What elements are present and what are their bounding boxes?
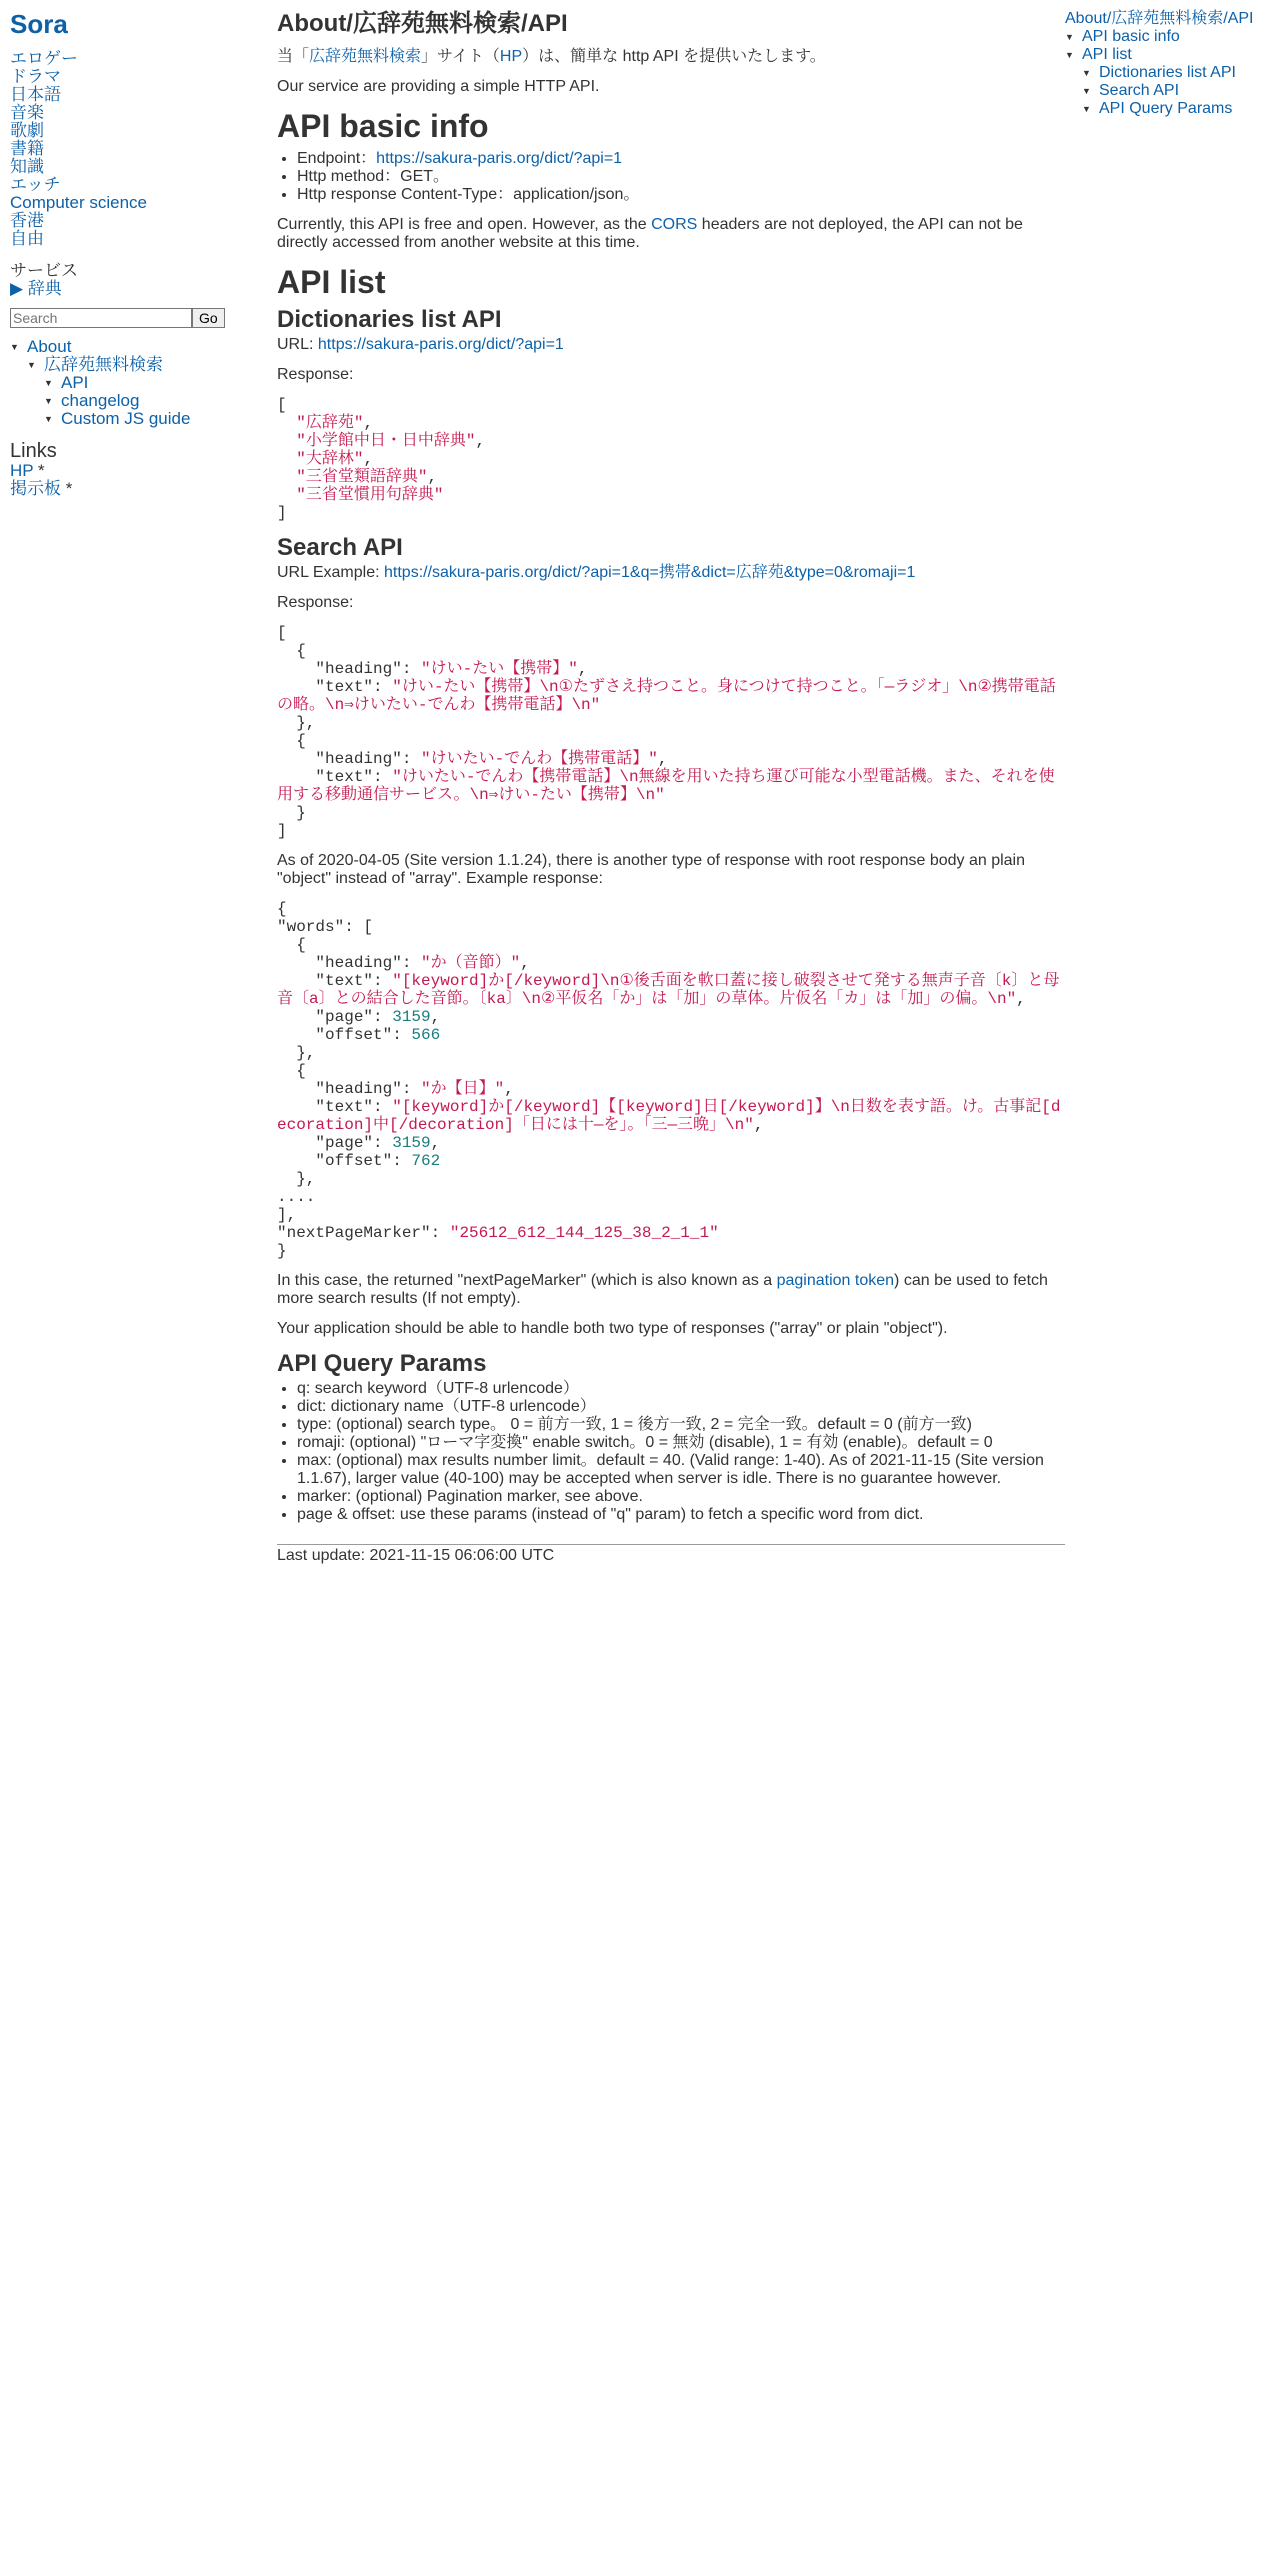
tree-link-api[interactable]: API — [61, 373, 89, 392]
handle-note: Your application should be able to handle both two type of responses ("array" or plain "object"). — [277, 1320, 948, 1337]
category-link[interactable]: 書籍 — [10, 139, 44, 158]
list-item: • dict: dictionary name（UTF-8 urlencode） — [297, 1398, 1065, 1416]
response-label: Response: — [277, 366, 354, 383]
list-item: • marker: (optional) Pagination marker, see above. — [297, 1488, 1065, 1506]
toc-link-basic-info[interactable]: API basic info — [1082, 28, 1180, 45]
category-link[interactable]: 自由 — [10, 229, 44, 248]
toc-item — [1065, 46, 1280, 118]
url-label: URL: — [277, 336, 318, 353]
cors-paragraph — [277, 216, 1065, 252]
category-link[interactable]: 知識 — [10, 157, 44, 176]
main-content — [277, 10, 1065, 1565]
cors-text: Currently, this API is free and open. However, as the — [277, 216, 652, 233]
dict-list-url-line — [277, 336, 1065, 354]
list-item: • Http method：GET。 — [297, 168, 1065, 186]
pagination-text: In this case, the returned "nextPageMarker" (which is also known as a — [277, 1272, 777, 1289]
external-mark: * — [33, 461, 45, 480]
cors-link[interactable]: CORS — [651, 216, 698, 233]
hp-link[interactable]: HP — [10, 461, 34, 480]
list-item: • page & offset: use these params (instead of "q" param) to fetch a specific word from dict. — [297, 1506, 1065, 1524]
code-string: "広辞苑" — [296, 414, 364, 432]
tree-item-changelog — [44, 392, 250, 410]
sidebar — [10, 10, 250, 498]
dict-list-heading: Dictionaries list API — [277, 306, 502, 333]
category-link[interactable]: エロゲー — [10, 49, 78, 68]
search-form — [10, 308, 250, 328]
page-footer — [277, 1544, 1065, 1565]
tree-link-about[interactable]: About — [27, 337, 72, 356]
hp-inline-link[interactable]: HP — [499, 48, 523, 65]
url-label: URL Example: — [277, 564, 384, 581]
endpoint-link[interactable]: https://sakura-paris.org/dict/?api=1 — [376, 150, 623, 167]
tree-item-koujien — [27, 356, 250, 428]
site-title-link[interactable]: Sora — [10, 9, 68, 39]
code-string: "大辞林" — [296, 450, 364, 468]
last-update: Last update: 2021-11-15 06:06:00 UTC — [277, 1547, 555, 1564]
search-go-button[interactable]: Go — [192, 308, 225, 328]
search-url-link[interactable]: https://sakura-paris.org/dict/?api=1&q=携帯&dict=広辞苑&type=0&romaji=1 — [384, 564, 916, 581]
tree-link-koujien[interactable]: 広辞苑無料検索 — [44, 355, 163, 374]
dictionary-service-link[interactable]: ▶ 辞典 — [10, 279, 62, 298]
table-of-contents — [1065, 10, 1280, 118]
intro-text: 当「 — [277, 48, 310, 65]
object-response-code: { "words": [ { "heading": "か（音節）", "text": "[keyword]か[/keyword]\n①後舌面を軟口蓋に接し破裂させて発する無声子音〔k〕と母音〔a〕との結合した音節。〔ka〕\n②平仮名「か」は「加」の草体。片仮名「カ」は「加」の偏。\n", "page": 3159, "offset": 566 }, { "heading": "か【日】", "text": "[keyword]か[/keyword]【[keyword]日[/keyword]】\n日数を表す語。け。古事記[decoration]中[/decoration]「日には十―を」。「三―三晩」\n", "page": 3159, "offset": 762 }, .... ], "nextPageMarker": "25612_612_144_125_38_2_1_1" } — [277, 900, 1061, 1260]
category-link[interactable]: 音楽 — [10, 103, 44, 122]
search-response-code: [ { "heading": "けい‐たい【携帯】", "text": "けい‐たい【携帯】\n①たずさえ持つこと。身につけて持つこと。「―ラジオ」\n②携帯電話の略。\n⇒けいたい‐でんわ【携帯電話】\n" }, { "heading": "けいたい‐でんわ【携帯電話】", "text": "けいたい‐でんわ【携帯電話】\n無線を用いた持ち運び可能な小型電話機。また、それを使用する移動通信サービス。\n⇒けい‐たい【携帯】\n" } ] — [277, 624, 1056, 840]
category-link[interactable]: エッチ — [10, 175, 61, 194]
query-params-list — [277, 1380, 1065, 1524]
category-link[interactable]: ドラマ — [10, 67, 61, 86]
list-item: • type: (optional) search type。 0 = 前方一致, 1 = 後方一致, 2 = 完全一致。default = 0 (前方一致) — [297, 1416, 1065, 1434]
bbs-link[interactable]: 掲示板 — [10, 479, 61, 498]
basic-info-list — [277, 150, 1065, 204]
pagination-paragraph — [277, 1272, 1065, 1308]
search-api-heading: Search API — [277, 534, 403, 561]
sidebar-tree — [10, 338, 250, 428]
category-list — [10, 50, 250, 248]
api-list-heading: API list — [277, 264, 386, 300]
response-label: Response: — [277, 594, 354, 611]
services-title: サービス — [10, 261, 78, 280]
toc-link-dict-list[interactable]: Dictionaries list API — [1099, 64, 1236, 81]
toc-link-search-api[interactable]: Search API — [1099, 82, 1180, 99]
search-input[interactable] — [10, 308, 192, 328]
category-link[interactable]: 歌劇 — [10, 121, 44, 140]
object-note: As of 2020-04-05 (Site version 1.1.24), there is another type of response with root response body an plain "object" instead of "array". Example response: — [277, 852, 1025, 887]
tree-item-custom-js — [44, 410, 250, 428]
toc-item — [1082, 82, 1280, 100]
pagination-text: ) can be used to fetch more search results (If not empty). — [277, 1272, 1048, 1307]
toc-link-query-params[interactable]: API Query Params — [1099, 100, 1233, 117]
pagination-token-link[interactable]: pagination token — [776, 1272, 895, 1289]
code-string: "小学館中日・日中辞典" — [296, 432, 476, 450]
toc-link-api-list[interactable]: API list — [1082, 46, 1132, 63]
intro-paragraph — [277, 48, 1065, 66]
intro-english: Our service are providing a simple HTTP API. — [277, 78, 600, 95]
list-item: • romaji: (optional) "ローマ字変換" enable switch。0 = 無効 (disable), 1 = 有効 (enable)。default = 0 — [297, 1434, 1065, 1452]
tree-link-changelog[interactable]: changelog — [61, 391, 140, 410]
tree-item-about — [10, 338, 250, 428]
toc-item — [1082, 100, 1280, 118]
query-params-heading: API Query Params — [277, 1350, 487, 1377]
dict-list-response-code: [ "広辞苑", "小学館中日・日中辞典", "大辞林", "三省堂類語辞典", "三省堂慣用句辞典" ] — [277, 396, 486, 522]
code-string: "三省堂類語辞典" — [296, 468, 428, 486]
category-link[interactable]: 香港 — [10, 211, 44, 230]
page-title: About/広辞苑無料検索/API — [277, 10, 568, 37]
external-links — [10, 462, 250, 498]
cors-text: headers are not deployed, the API can not be directly accessed from another website at this time. — [277, 216, 1023, 251]
list-item: • q: search keyword（UTF-8 urlencode） — [297, 1380, 1065, 1398]
category-link[interactable]: 日本語 — [10, 85, 61, 104]
tree-item-api — [44, 374, 250, 392]
toc-item — [1065, 28, 1280, 46]
dict-list-url-link[interactable]: https://sakura-paris.org/dict/?api=1 — [317, 336, 564, 353]
endpoint-label: Endpoint： — [297, 150, 377, 167]
intro-text: ）は、簡単な http API を提供いたします。 — [522, 48, 826, 65]
intro-text: 」サイト（ — [421, 48, 500, 65]
external-mark: * — [61, 479, 73, 498]
koujien-link[interactable]: 広辞苑無料検索 — [309, 48, 422, 65]
basic-info-heading: API basic info — [277, 108, 489, 144]
search-url-line — [277, 564, 1065, 582]
category-link[interactable]: Computer science — [10, 193, 148, 212]
links-title: Links — [10, 440, 57, 462]
toc-item — [1082, 64, 1280, 82]
code-string: "三省堂慣用句辞典" — [296, 486, 444, 504]
list-item: • max: (optional) max results number limit。default = 40. (Valid range: 1-40). As of 2021-11-15 (Site version 1.1.67), larger value (40-100) may be accepted when server is idle. There is no guarantee however. — [297, 1452, 1065, 1488]
toc-title-link[interactable]: About/広辞苑無料検索/API — [1065, 10, 1254, 27]
tree-link-custom-js[interactable]: Custom JS guide — [61, 409, 191, 428]
list-item: • Http response Content-Type：application/json。 — [297, 186, 1065, 204]
list-item — [297, 150, 1065, 168]
